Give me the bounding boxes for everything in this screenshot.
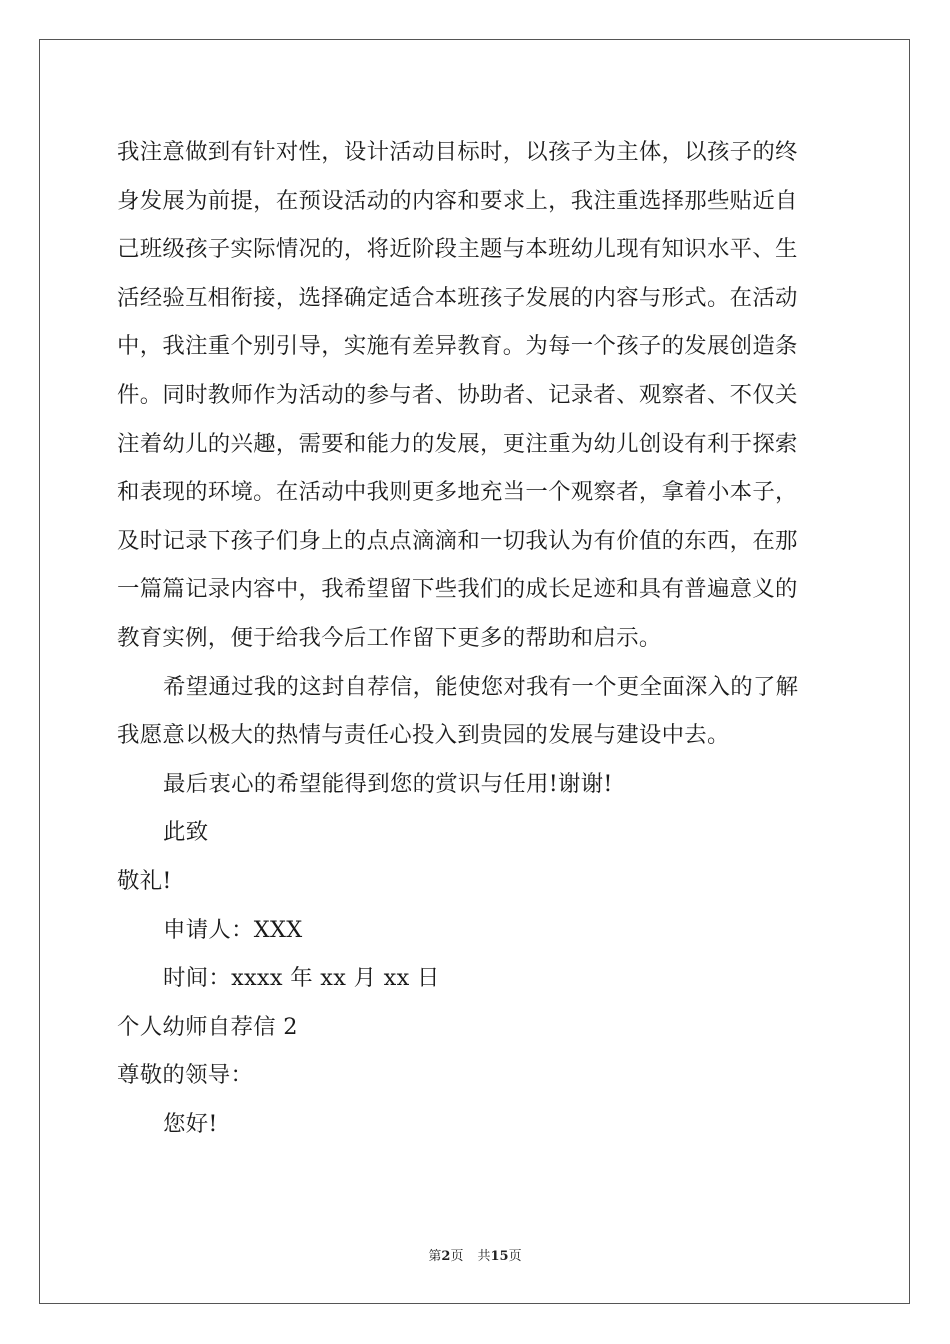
text-line: 和表现的环境。在活动中我则更多地充当一个观察者，拿着小本子， bbox=[117, 479, 798, 506]
text-line: 教育实例，便于给我今后工作留下更多的帮助和启示。 bbox=[117, 624, 662, 651]
body-paragraph-2 bbox=[117, 663, 837, 760]
page-unit: 页 bbox=[450, 1249, 464, 1264]
date-line: 时间：xxxx 年 xx 月 xx 日 bbox=[163, 965, 440, 992]
text-line: 中，我注重个别引导，实施有差异教育。为每一个孩子的发展创造条 bbox=[117, 333, 798, 360]
section-title: 个人幼师自荐信 2 bbox=[117, 1013, 298, 1040]
page-footer bbox=[0, 1248, 950, 1266]
text-line: 注着幼儿的兴趣，需要和能力的发展，更注重为幼儿创设有利于探索 bbox=[117, 430, 798, 457]
text-line: 希望通过我的这封自荐信，能使您对我有一个更全面深入的了解 bbox=[163, 673, 799, 700]
total-unit: 页 bbox=[508, 1249, 522, 1264]
document-body bbox=[117, 128, 837, 1148]
page-prefix: 第 bbox=[428, 1249, 442, 1264]
applicant-line: 申请人：XXX bbox=[163, 916, 303, 943]
text-line: 我注意做到有针对性，设计活动目标时，以孩子为主体，以孩子的终 bbox=[117, 139, 798, 165]
page-number: 2 bbox=[441, 1249, 451, 1264]
text-line: 己班级孩子实际情况的，将近阶段主题与本班幼儿现有知识水平、生 bbox=[117, 236, 798, 263]
salutation-ci-zhi: 此致 bbox=[163, 819, 209, 846]
body-paragraph-1 bbox=[117, 128, 837, 663]
text-line: 及时记录下孩子们身上的点点滴滴和一切我认为有价值的东西，在那 bbox=[117, 527, 798, 554]
total-prefix: 共 bbox=[477, 1249, 491, 1264]
text-line: 活经验互相衔接，选择确定适合本班孩子发展的内容与形式。在活动 bbox=[117, 284, 798, 311]
recipient-line: 尊敬的领导： bbox=[117, 1062, 254, 1089]
page-total: 15 bbox=[490, 1249, 509, 1264]
salutation-jing-li: 敬礼! bbox=[117, 867, 172, 894]
text-line: 件。同时教师作为活动的参与者、协助者、记录者、观察者、不仅关 bbox=[117, 381, 798, 408]
text-line: 一篇篇记录内容中，我希望留下些我们的成长足迹和具有普遍意义的 bbox=[117, 576, 798, 603]
greeting-line: 您好! bbox=[163, 1110, 218, 1137]
text-line: 我愿意以极大的热情与责任心投入到贵园的发展与建设中去。 bbox=[117, 722, 730, 749]
closing-wish: 最后衷心的希望能得到您的赏识与任用!谢谢! bbox=[163, 770, 613, 797]
text-line: 身发展为前提，在预设活动的内容和要求上，我注重选择那些贴近自 bbox=[117, 187, 798, 214]
